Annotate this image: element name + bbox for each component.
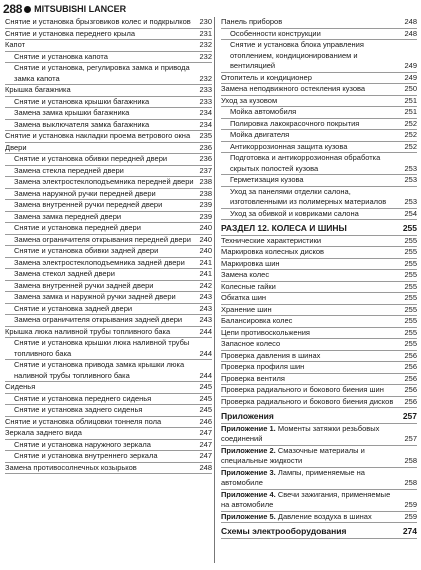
section-12-page: 255 bbox=[402, 223, 417, 233]
toc-entry-title: Уход за кузовом bbox=[221, 95, 278, 105]
toc-entry[interactable] bbox=[221, 397, 417, 409]
toc-entry-page: 256 bbox=[404, 373, 417, 383]
toc-entry-page: 232 bbox=[199, 40, 212, 49]
toc-entry[interactable] bbox=[221, 40, 417, 73]
section-12-title: РАЗДЕЛ 12. КОЛЕСА И ШИНЫ bbox=[221, 223, 347, 233]
toc-entry-page: 245 bbox=[199, 393, 212, 403]
toc-entry[interactable] bbox=[5, 223, 212, 235]
toc-entry-title: Маркировка колесных дисков bbox=[221, 247, 325, 256]
toc-entry-title: Крышка люка наливной трубы топливного бака bbox=[5, 326, 171, 336]
toc-entry[interactable] bbox=[5, 166, 212, 178]
toc-entry-title: Замена внутренней ручки задней двери bbox=[14, 280, 154, 290]
toc-entry-page: 248 bbox=[199, 462, 212, 472]
toc-entry-page: 232 bbox=[199, 73, 212, 83]
toc-entry-page: 251 bbox=[404, 107, 417, 116]
toc-entry-page: 247 bbox=[199, 428, 212, 437]
toc-entry[interactable] bbox=[5, 97, 212, 109]
toc-entry[interactable] bbox=[221, 351, 417, 363]
appendix-page: 257 bbox=[402, 411, 417, 421]
toc-entry-page: 244 bbox=[199, 370, 212, 380]
section-12-heading[interactable] bbox=[221, 220, 417, 236]
toc-entry[interactable] bbox=[221, 119, 417, 131]
toc-entry[interactable] bbox=[221, 107, 417, 119]
toc-entry-title: Проверка вентиля bbox=[221, 373, 285, 383]
toc-entry[interactable] bbox=[221, 142, 417, 154]
toc-entry[interactable] bbox=[5, 40, 212, 52]
toc-entry-title: Проверка радиального и бокового биения шин bbox=[221, 385, 384, 394]
toc-entry[interactable] bbox=[5, 327, 212, 339]
toc-entry[interactable] bbox=[221, 130, 417, 142]
toc-entry-page: 239 bbox=[199, 211, 212, 221]
toc-entry[interactable] bbox=[221, 316, 417, 328]
toc-entry-title: Снятие и установка брызговиков колес и подкрылков bbox=[5, 17, 191, 26]
toc-body-care-group bbox=[221, 17, 417, 220]
toc-entry[interactable] bbox=[221, 175, 417, 187]
wiring-page: 274 bbox=[402, 526, 417, 536]
toc-entry-title: Уход за панелями отделки салона, изготовленными из полимерных материалов bbox=[230, 186, 387, 206]
toc-entry-title: Полировка лакокрасочного покрытия bbox=[230, 118, 360, 128]
toc-entry-title: Мойка двигателя bbox=[230, 130, 290, 139]
toc-entry-page: 255 bbox=[404, 281, 417, 291]
toc-entry-title: Замена замка передней двери bbox=[14, 211, 122, 221]
toc-entry-page: 253 bbox=[404, 197, 417, 206]
toc-entry-page: 240 bbox=[199, 234, 212, 244]
toc-entry[interactable] bbox=[221, 512, 417, 524]
toc-entry-title: Смазочные материалы и специальные жидкости bbox=[221, 445, 365, 465]
toc-entry[interactable] bbox=[221, 187, 417, 209]
toc-entry[interactable] bbox=[221, 305, 417, 317]
toc-entry-title: Сиденья bbox=[5, 382, 36, 391]
toc-entry[interactable] bbox=[221, 446, 417, 468]
toc-entry-title: Замена противосолнечных козырьков bbox=[5, 462, 137, 472]
toc-entry[interactable] bbox=[5, 85, 212, 97]
toc-entry[interactable] bbox=[5, 451, 212, 463]
toc-entry-title: Снятие и установка блока управления отоплением, кондиционированием и вентиляцией bbox=[230, 40, 364, 70]
toc-entry-title: Снятие и установка, регулировка замка и привода замка капота bbox=[14, 63, 190, 83]
wiring-title: Схемы электрооборудования bbox=[221, 526, 347, 536]
toc-entry-page: 253 bbox=[404, 175, 417, 184]
toc-entry-page: 234 bbox=[199, 108, 212, 117]
toc-entry-page: 252 bbox=[404, 141, 417, 151]
toc-entry-title: Свечи зажигания, применяемые на автомобиле bbox=[221, 489, 391, 509]
toc-entry-title: Хранение шин bbox=[221, 304, 272, 314]
toc-entry[interactable] bbox=[5, 17, 212, 29]
toc-entry-page: 247 bbox=[199, 451, 212, 460]
toc-entry[interactable] bbox=[221, 17, 417, 29]
toc-entry[interactable] bbox=[221, 362, 417, 374]
toc-entry[interactable] bbox=[5, 200, 212, 212]
toc-entry-title: Колесные гайки bbox=[221, 281, 276, 291]
toc-entry-page: 249 bbox=[404, 72, 417, 82]
toc-entry-title: Снятие и установка обивки задней двери bbox=[14, 246, 159, 255]
toc-entry[interactable] bbox=[221, 29, 417, 41]
toc-entry-page: 249 bbox=[404, 61, 417, 70]
toc-entry-title: Снятие и установка обивки передней двери bbox=[14, 154, 168, 163]
toc-entry-title: Замена электростеклоподъемника задней двери bbox=[14, 257, 185, 267]
toc-entry[interactable] bbox=[221, 468, 417, 490]
toc-entry-title: Снятие и установка задней двери bbox=[14, 303, 133, 313]
toc-entry-page: 233 bbox=[199, 85, 212, 94]
toc-entry-page: 259 bbox=[404, 500, 417, 509]
toc-entry-title: Снятие и установка крышки люка наливной трубы топливного бака bbox=[14, 338, 190, 358]
toc-entry-title: Особенности конструкции bbox=[230, 28, 321, 38]
appendix-title: Приложения bbox=[221, 411, 274, 421]
toc-entry-title: Лампы, применяемые на автомобиле bbox=[221, 467, 365, 487]
toc-entry[interactable] bbox=[221, 282, 417, 294]
toc-entry[interactable] bbox=[5, 246, 212, 258]
toc-entry-page: 241 bbox=[199, 269, 212, 278]
toc-entry[interactable] bbox=[5, 292, 212, 304]
toc-entry-title: Замена ограничителя открывания передней двери bbox=[14, 234, 191, 244]
toc-entry-title: Капот bbox=[5, 40, 26, 49]
toc-entry[interactable] bbox=[5, 131, 212, 143]
toc-entry-page: 244 bbox=[199, 348, 212, 358]
page-number: 288 bbox=[3, 2, 23, 16]
toc-entry-title: Снятие и установка переднего сиденья bbox=[14, 393, 152, 403]
toc-entry-title: Снятие и установка переднего крыла bbox=[5, 28, 136, 38]
toc-entry-page: 248 bbox=[404, 17, 417, 26]
toc-entry-title: Снятие и установка наружного зеркала bbox=[14, 439, 151, 449]
toc-entry-title: Балансировка колес bbox=[221, 316, 293, 325]
toc-entry-page: 243 bbox=[199, 292, 212, 301]
toc-entry[interactable] bbox=[221, 247, 417, 259]
toc-entry[interactable] bbox=[5, 143, 212, 155]
toc-entry-page: 240 bbox=[199, 246, 212, 255]
toc-entry-page: 255 bbox=[404, 270, 417, 279]
toc-entry-page: 255 bbox=[404, 327, 417, 337]
toc-entry-page: 241 bbox=[199, 257, 212, 267]
toc-entry-title: Снятие и установка привода замка крышки люка наливной трубы топливного бака bbox=[14, 360, 185, 380]
toc-entry-page: 238 bbox=[199, 177, 212, 186]
toc-entry[interactable] bbox=[221, 236, 417, 248]
toc-entry-page: 245 bbox=[199, 405, 212, 414]
toc-entry[interactable] bbox=[221, 259, 417, 271]
toc-entry[interactable] bbox=[5, 189, 212, 201]
toc-entry[interactable] bbox=[5, 304, 212, 316]
toc-entry-title: Снятие и установка передней двери bbox=[14, 223, 141, 232]
toc-entry-title: Маркировка шин bbox=[221, 258, 280, 268]
toc-entry-page: 232 bbox=[199, 51, 212, 61]
toc-entry-title: Замена замка и наружной ручки задней двери bbox=[14, 292, 176, 301]
toc-entry-page: 255 bbox=[404, 316, 417, 325]
toc-entry-page: 233 bbox=[199, 96, 212, 106]
toc-entry-title: Запасное колесо bbox=[221, 339, 281, 348]
toc-entry-title: Проверка радиального и бокового биения дисков bbox=[221, 396, 394, 406]
toc-entry-title: Панель приборов bbox=[221, 17, 283, 26]
toc-entry[interactable] bbox=[5, 269, 212, 281]
toc-entry-title: Зеркала заднего вида bbox=[5, 428, 82, 437]
toc-entry[interactable] bbox=[5, 63, 212, 85]
toc-entry-title: Снятие и установка накладки проема ветрового окна bbox=[5, 131, 191, 140]
toc-entry[interactable] bbox=[5, 463, 212, 475]
toc-entry[interactable] bbox=[5, 382, 212, 394]
toc-entry[interactable] bbox=[221, 293, 417, 305]
toc-entry-title: Герметизация кузова bbox=[230, 175, 304, 184]
toc-entry[interactable] bbox=[221, 374, 417, 386]
toc-entry[interactable] bbox=[5, 281, 212, 293]
toc-entry-title: Замена электростеклоподъемника передней двери bbox=[14, 177, 194, 186]
toc-entry-page: 237 bbox=[199, 165, 212, 175]
toc-entry-page: 255 bbox=[404, 339, 417, 348]
toc-entry-title: Замена внутренней ручки передней двери bbox=[14, 200, 163, 209]
toc-entry-page: 256 bbox=[404, 362, 417, 371]
toc-entry[interactable] bbox=[5, 440, 212, 452]
toc-entry-title: Снятие и установка облицовки тоннеля пола bbox=[5, 416, 162, 426]
toc-entry[interactable] bbox=[5, 235, 212, 247]
wiring-heading[interactable] bbox=[221, 523, 417, 539]
toc-entry-page: 236 bbox=[199, 154, 212, 163]
toc-entry-title: Снятие и установка капота bbox=[14, 51, 108, 61]
toc-entry-page: 242 bbox=[199, 280, 212, 290]
toc-entry[interactable] bbox=[221, 490, 417, 512]
toc-entry-title: Замена наружной ручки передней двери bbox=[14, 188, 156, 198]
toc-entry-title: Замена замка крышки багажника bbox=[14, 108, 130, 117]
toc-entry-page: 245 bbox=[199, 382, 212, 391]
toc-entry-page: 243 bbox=[199, 303, 212, 313]
appendix-label: Приложение 1. bbox=[221, 423, 278, 433]
toc-entry[interactable] bbox=[221, 73, 417, 85]
toc-entry-page: 259 bbox=[404, 511, 417, 521]
toc-entry-page: 231 bbox=[199, 28, 212, 38]
toc-entry-title: Замена стекла передней двери bbox=[14, 165, 124, 175]
toc-entry-page: 253 bbox=[404, 163, 417, 173]
toc-entry[interactable] bbox=[221, 96, 417, 108]
toc-right-column bbox=[221, 17, 417, 539]
toc-entry-page: 248 bbox=[404, 28, 417, 38]
toc-entry-page: 246 bbox=[199, 416, 212, 426]
toc-entry-title: Крышка багажника bbox=[5, 85, 71, 94]
page-header bbox=[3, 2, 126, 16]
toc-entry[interactable] bbox=[5, 29, 212, 41]
toc-entry-title: Подготовка и антикоррозионная обработка скрытых полостей кузова bbox=[230, 153, 381, 173]
toc-entry[interactable] bbox=[5, 338, 212, 360]
toc-entry-title: Проверка профиля шин bbox=[221, 362, 305, 371]
toc-entry-title: Технические характеристики bbox=[221, 235, 322, 245]
toc-entry[interactable] bbox=[5, 120, 212, 132]
toc-entry-title: Отопитель и кондиционер bbox=[221, 72, 312, 82]
toc-wheels-group bbox=[221, 236, 417, 409]
toc-entry-page: 236 bbox=[199, 142, 212, 152]
appendix-label: Приложение 5. bbox=[221, 511, 278, 521]
toc-entry[interactable] bbox=[5, 258, 212, 270]
toc-entry-title: Обкатка шин bbox=[221, 293, 267, 302]
toc-entry-page: 255 bbox=[404, 304, 417, 314]
toc-entry-title: Замена колес bbox=[221, 270, 270, 279]
toc-entry[interactable] bbox=[5, 405, 212, 417]
toc-left-column bbox=[5, 17, 212, 474]
toc-entry-title: Моменты затяжки резьбовых соединений bbox=[221, 423, 380, 443]
toc-entry[interactable] bbox=[5, 360, 212, 382]
toc-entry-page: 235 bbox=[199, 131, 212, 140]
toc-appendix-group bbox=[221, 424, 417, 524]
toc-entry-page: 244 bbox=[199, 326, 212, 336]
toc-entry[interactable] bbox=[5, 394, 212, 406]
toc-entry-page: 239 bbox=[199, 200, 212, 209]
toc-entry-page: 255 bbox=[404, 258, 417, 268]
toc-entry-page: 255 bbox=[404, 247, 417, 256]
toc-entry[interactable] bbox=[5, 315, 212, 327]
toc-entry[interactable] bbox=[5, 212, 212, 224]
toc-entry[interactable] bbox=[5, 108, 212, 120]
toc-entry-title: Цепи противоскольжения bbox=[221, 327, 310, 337]
book-title: MITSUBISHI LANCER bbox=[34, 4, 127, 14]
toc-entry-title: Замена ограничителя открывания задней двери bbox=[14, 315, 183, 324]
toc-entry-page: 238 bbox=[199, 188, 212, 198]
appendix-label: Приложение 4. bbox=[221, 489, 278, 499]
toc-entry[interactable] bbox=[221, 339, 417, 351]
toc-entry-page: 254 bbox=[404, 208, 417, 218]
toc-entry-title: Давление воздуха в шинах bbox=[277, 511, 372, 521]
toc-entry-page: 257 bbox=[404, 434, 417, 443]
appendix-label: Приложение 3. bbox=[221, 467, 278, 477]
toc-entry[interactable] bbox=[5, 428, 212, 440]
toc-entry-title: Мойка автомобиля bbox=[230, 107, 297, 116]
toc-entry-page: 256 bbox=[404, 385, 417, 394]
toc-entry-page: 255 bbox=[404, 293, 417, 302]
toc-entry-page: 247 bbox=[199, 439, 212, 449]
toc-entry-page: 252 bbox=[404, 130, 417, 139]
toc-entry-title: Снятие и установка крышки багажника bbox=[14, 96, 150, 106]
toc-entry-title: Замена выключателя замка багажника bbox=[14, 119, 150, 129]
toc-entry[interactable] bbox=[5, 177, 212, 189]
toc-entry-page: 230 bbox=[199, 17, 212, 26]
toc-entry-page: 256 bbox=[404, 350, 417, 360]
toc-entry[interactable] bbox=[221, 209, 417, 221]
toc-entry-page: 240 bbox=[199, 223, 212, 232]
appendix-label: Приложение 2. bbox=[221, 445, 278, 455]
appendix-heading[interactable] bbox=[221, 408, 417, 424]
column-divider bbox=[214, 17, 215, 563]
toc-entry-page: 250 bbox=[404, 84, 417, 93]
toc-entry[interactable] bbox=[221, 153, 417, 175]
toc-entry[interactable] bbox=[5, 417, 212, 429]
toc-entry-title: Снятие и установка внутреннего зеркала bbox=[14, 451, 158, 460]
toc-entry[interactable] bbox=[221, 84, 417, 96]
toc-entry-page: 258 bbox=[404, 478, 417, 487]
toc-entry-title: Уход за обивкой и ковриками салона bbox=[230, 208, 359, 218]
toc-entry[interactable] bbox=[221, 424, 417, 446]
toc-entry-page: 252 bbox=[404, 118, 417, 128]
toc-entry-page: 258 bbox=[404, 456, 417, 465]
toc-entry-title: Проверка давления в шинах bbox=[221, 350, 321, 360]
toc-entry-page: 234 bbox=[199, 119, 212, 129]
toc-entry-page: 251 bbox=[404, 95, 417, 105]
bullet-dot-icon bbox=[24, 6, 31, 13]
toc-entry[interactable] bbox=[221, 328, 417, 340]
toc-entry[interactable] bbox=[221, 270, 417, 282]
toc-entry-title: Двери bbox=[5, 142, 27, 152]
toc-entry-title: Антикоррозионная защита кузова bbox=[230, 141, 348, 151]
toc-entry[interactable] bbox=[5, 154, 212, 166]
toc-entry[interactable] bbox=[221, 385, 417, 397]
toc-entry-page: 255 bbox=[404, 235, 417, 245]
toc-entry-page: 256 bbox=[404, 396, 417, 406]
toc-entry[interactable] bbox=[5, 52, 212, 64]
toc-entry-title: Замена неподвижного остекления кузова bbox=[221, 84, 366, 93]
toc-entry-title: Снятие и установка заднего сиденья bbox=[14, 405, 143, 414]
toc-entry-title: Замена стекол задней двери bbox=[14, 269, 115, 278]
toc-entry-page: 243 bbox=[199, 315, 212, 324]
